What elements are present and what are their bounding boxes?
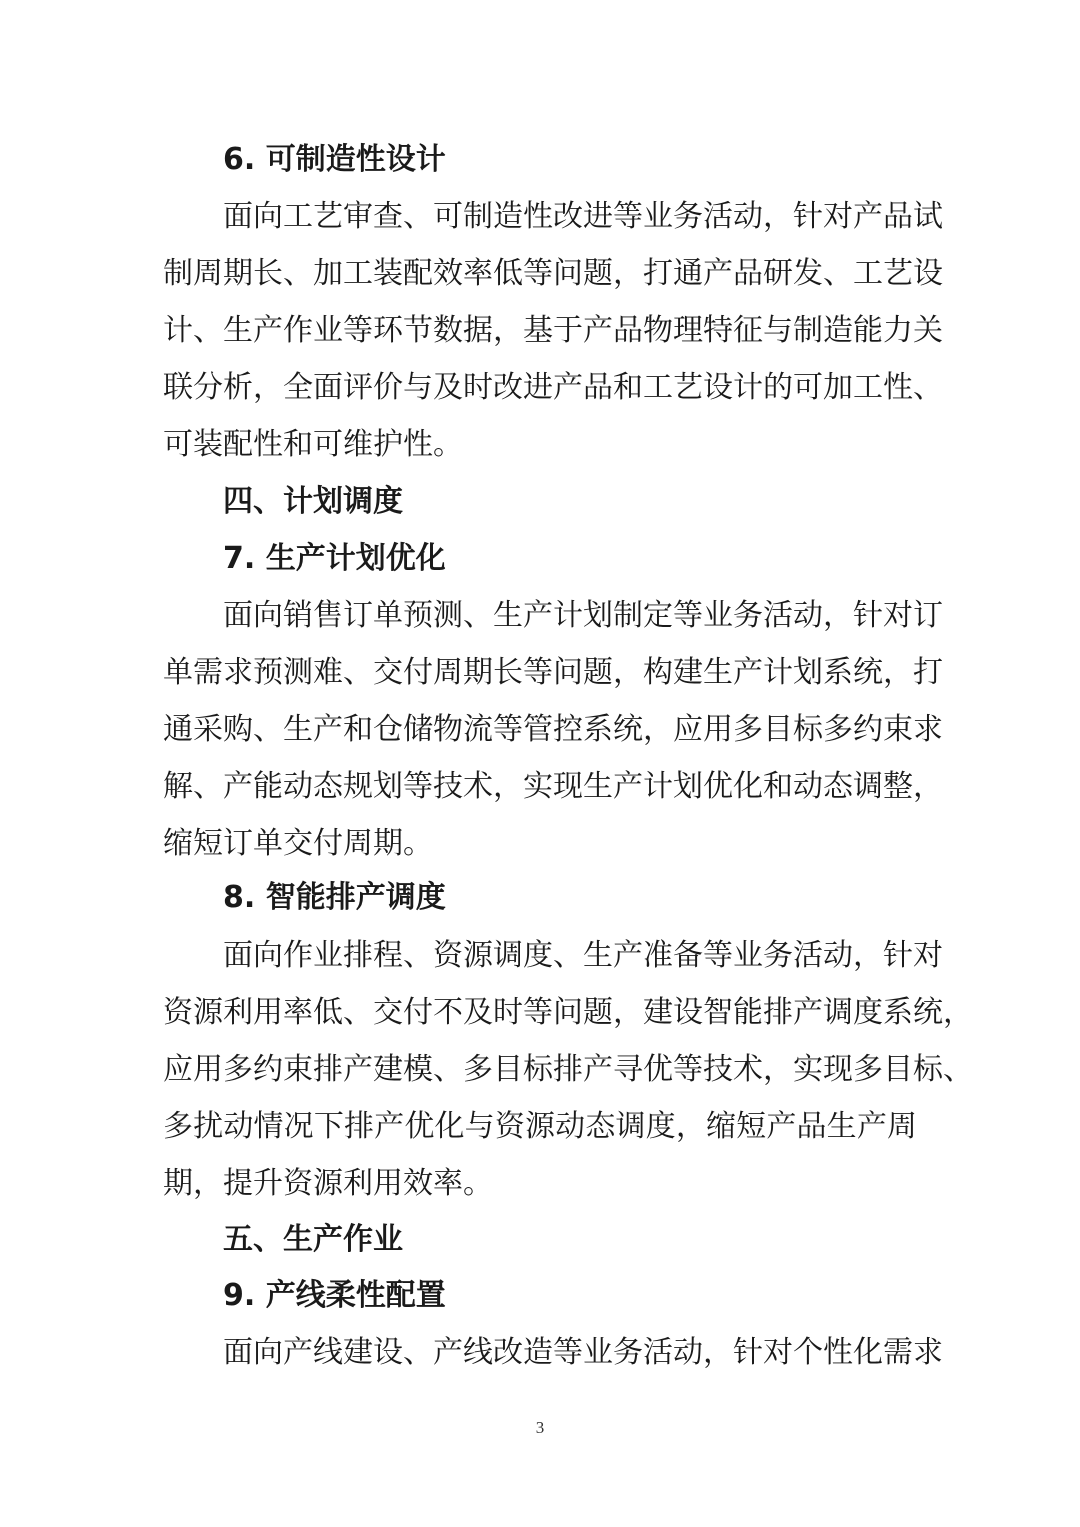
paragraph-line: 联分析，全面评价与及时改进产品和工艺设计的可加工性、 (163, 370, 943, 405)
paragraph-line: 面向销售订单预测、生产计划制定等业务活动，针对订 (223, 598, 943, 633)
paragraph-line: 可装配性和可维护性。 (163, 427, 463, 462)
paragraph-line: 解、产能动态规划等技术，实现生产计划优化和动态调整， (163, 769, 943, 804)
paragraph-line: 单需求预测难、交付周期长等问题，构建生产计划系统，打 (163, 655, 943, 690)
paragraph-line: 面向作业排程、资源调度、生产准备等业务活动，针对 (223, 938, 943, 973)
paragraph-line: 面向产线建设、产线改造等业务活动，针对个性化需求 (223, 1335, 943, 1370)
paragraph-line: 面向工艺审查、可制造性改进等业务活动，针对产品试 (223, 199, 943, 234)
paragraph-line: 应用多约束排产建模、多目标排产寻优等技术，实现多目标、 (163, 1052, 973, 1087)
heading-6-manufacturability-design: 6. 可制造性设计 (223, 142, 446, 177)
paragraph-line: 多扰动情况下排产优化与资源动态调度，缩短产品生产周 (163, 1109, 917, 1144)
paragraph-line: 缩短订单交付周期。 (163, 826, 433, 861)
paragraph-line: 资源利用率低、交付不及时等问题，建设智能排产调度系统， (163, 995, 973, 1030)
paragraph-line: 通采购、生产和仓储物流等管控系统，应用多目标多约束求 (163, 712, 943, 747)
section-heading-planning-scheduling: 四、计划调度 (223, 484, 403, 519)
paragraph-line: 制周期长、加工装配效率低等问题，打通产品研发、工艺设 (163, 256, 943, 291)
heading-7-production-plan-optimization: 7. 生产计划优化 (223, 541, 446, 576)
paragraph-line: 计、生产作业等环节数据，基于产品物理特征与制造能力关 (163, 313, 943, 348)
heading-8-smart-scheduling: 8. 智能排产调度 (223, 880, 446, 915)
section-heading-production-operation: 五、生产作业 (223, 1222, 403, 1257)
page-number: 3 (535, 1418, 545, 1437)
paragraph-line: 期，提升资源利用效率。 (163, 1166, 493, 1201)
heading-9-flexible-line-configuration: 9. 产线柔性配置 (223, 1278, 446, 1313)
